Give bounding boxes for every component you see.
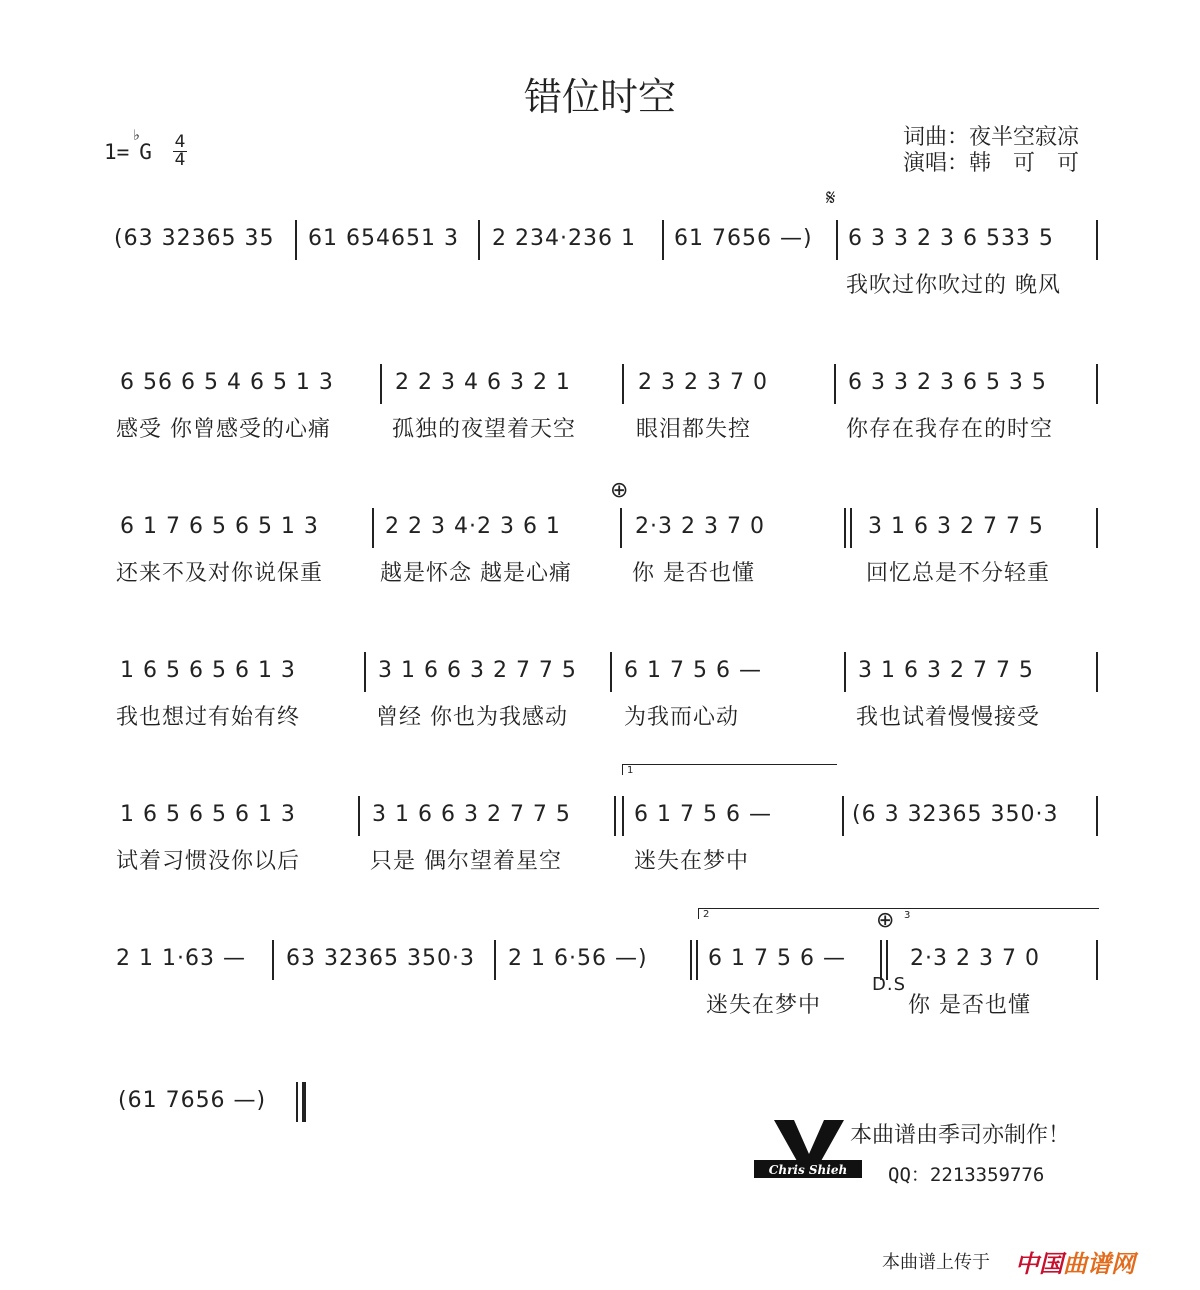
site-logo-a: 中国 — [1015, 1250, 1063, 1278]
measure: (61 7656 —) — [118, 1088, 267, 1113]
measure: (63 32365 35 — [114, 226, 275, 251]
measure: 2 1 1·63 — — [116, 946, 246, 971]
maker-logo-text: Chris Shieh — [768, 1163, 848, 1177]
measure: 61 654651 3 — [308, 226, 459, 251]
maker-logo — [754, 1120, 864, 1182]
maker-qq: QQ：2213359776 — [888, 1164, 1045, 1186]
measure: 6 56 6 5 4 6 5 1 3 — [120, 370, 334, 395]
measure: 2 3 2 3 7 0 — [638, 370, 768, 395]
measure: 2 234·236 1 — [492, 226, 636, 251]
meter-top: 4 — [174, 132, 186, 152]
measure: 3 1 6 6 3 2 7 7 5 — [378, 658, 577, 683]
measure: 6 3 3 2 3 6 533 5 — [848, 226, 1054, 251]
measure: 3 1 6 3 2 7 7 5 — [858, 658, 1034, 683]
measure: 2 1 6·56 —) — [508, 946, 648, 971]
lyric-line: 迷失在梦中 — [634, 849, 750, 874]
measure: 63 32365 350·3 — [286, 946, 475, 971]
lyric-line: 你 是否也懂 — [908, 993, 1031, 1018]
coda-sign-2: ⊕ — [876, 908, 895, 933]
lyric-line: 试着习惯没你以后 — [116, 849, 301, 874]
lyric-line: 眼泪都失控 — [636, 417, 752, 442]
key-note: G — [139, 140, 152, 164]
volta-2: 2 — [698, 908, 1099, 919]
measure: 3 1 6 6 3 2 7 7 5 — [372, 802, 571, 827]
lyric-line: 我吹过你吹过的 晚风 — [846, 273, 1061, 298]
lyric-line: 迷失在梦中 — [706, 993, 822, 1018]
maker-text: 本曲谱由季司亦制作！ — [850, 1123, 1071, 1148]
measure: 61 7656 —) — [674, 226, 813, 251]
lyric-line: 还来不及对你说保重 — [116, 561, 324, 586]
volta-1: 1 — [622, 764, 837, 775]
song-title: 错位时空 — [523, 75, 676, 119]
measure: (6 3 32365 350·3 — [852, 802, 1059, 827]
lyric-line: 你存在我存在的时空 — [846, 417, 1054, 442]
measure: 3 1 6 3 2 7 7 5 — [868, 514, 1044, 539]
measure: 6 3 3 2 3 6 5 3 5 — [848, 370, 1047, 395]
lyric-line: 曾经 你也为我感动 — [376, 705, 568, 730]
singer-credit: 演唱：韩 可 可 — [903, 151, 1080, 176]
measure: 6 1 7 5 6 — — [634, 802, 772, 827]
key-prefix: 1= — [104, 140, 130, 164]
measure: 6 1 7 5 6 — — [708, 946, 846, 971]
measure: 2 2 3 4·2 3 6 1 — [385, 514, 561, 539]
lyric-line: 我也想过有始有终 — [116, 705, 301, 730]
flat-sign: ♭ — [132, 126, 142, 144]
measure: 1 6 5 6 5 6 1 3 — [120, 802, 296, 827]
lyric-line: 我也试着慢慢接受 — [856, 705, 1041, 730]
lyric-line: 为我而心动 — [624, 705, 740, 730]
lyric-line: 只是 偶尔望着星空 — [370, 849, 562, 874]
measure: 2·3 2 3 7 0 — [910, 946, 1040, 971]
lyric-line: 孤独的夜望着天空 — [392, 417, 577, 442]
site-logo[interactable] — [1015, 1244, 1135, 1279]
measure: 6 1 7 5 6 — — [624, 658, 762, 683]
upload-text: 本曲谱上传于 — [882, 1252, 990, 1273]
volta-3-label: 3 — [904, 910, 911, 921]
lyric-line: 感受 你曾感受的心痛 — [116, 417, 331, 442]
lyric-line: 越是怀念 越是心痛 — [380, 561, 572, 586]
measure: 2·3 2 3 7 0 — [635, 514, 765, 539]
lyric-line: 你 是否也懂 — [632, 561, 755, 586]
lyric-line: 回忆总是不分轻重 — [866, 561, 1051, 586]
measure: 6 1 7 6 5 6 5 1 3 — [120, 514, 319, 539]
ds-mark: D.S — [872, 974, 907, 995]
segno-sign: 𝄋 — [826, 186, 836, 211]
measure: 2 2 3 4 6 3 2 1 — [395, 370, 571, 395]
time-signature — [172, 134, 188, 169]
site-logo-b: 曲谱网 — [1063, 1250, 1135, 1278]
key-signature — [104, 126, 152, 164]
lyricist-credit: 词曲：夜半空寂凉 — [903, 125, 1080, 150]
meter-bottom: 4 — [174, 150, 186, 170]
coda-sign: ⊕ — [610, 478, 629, 503]
measure: 1 6 5 6 5 6 1 3 — [120, 658, 296, 683]
